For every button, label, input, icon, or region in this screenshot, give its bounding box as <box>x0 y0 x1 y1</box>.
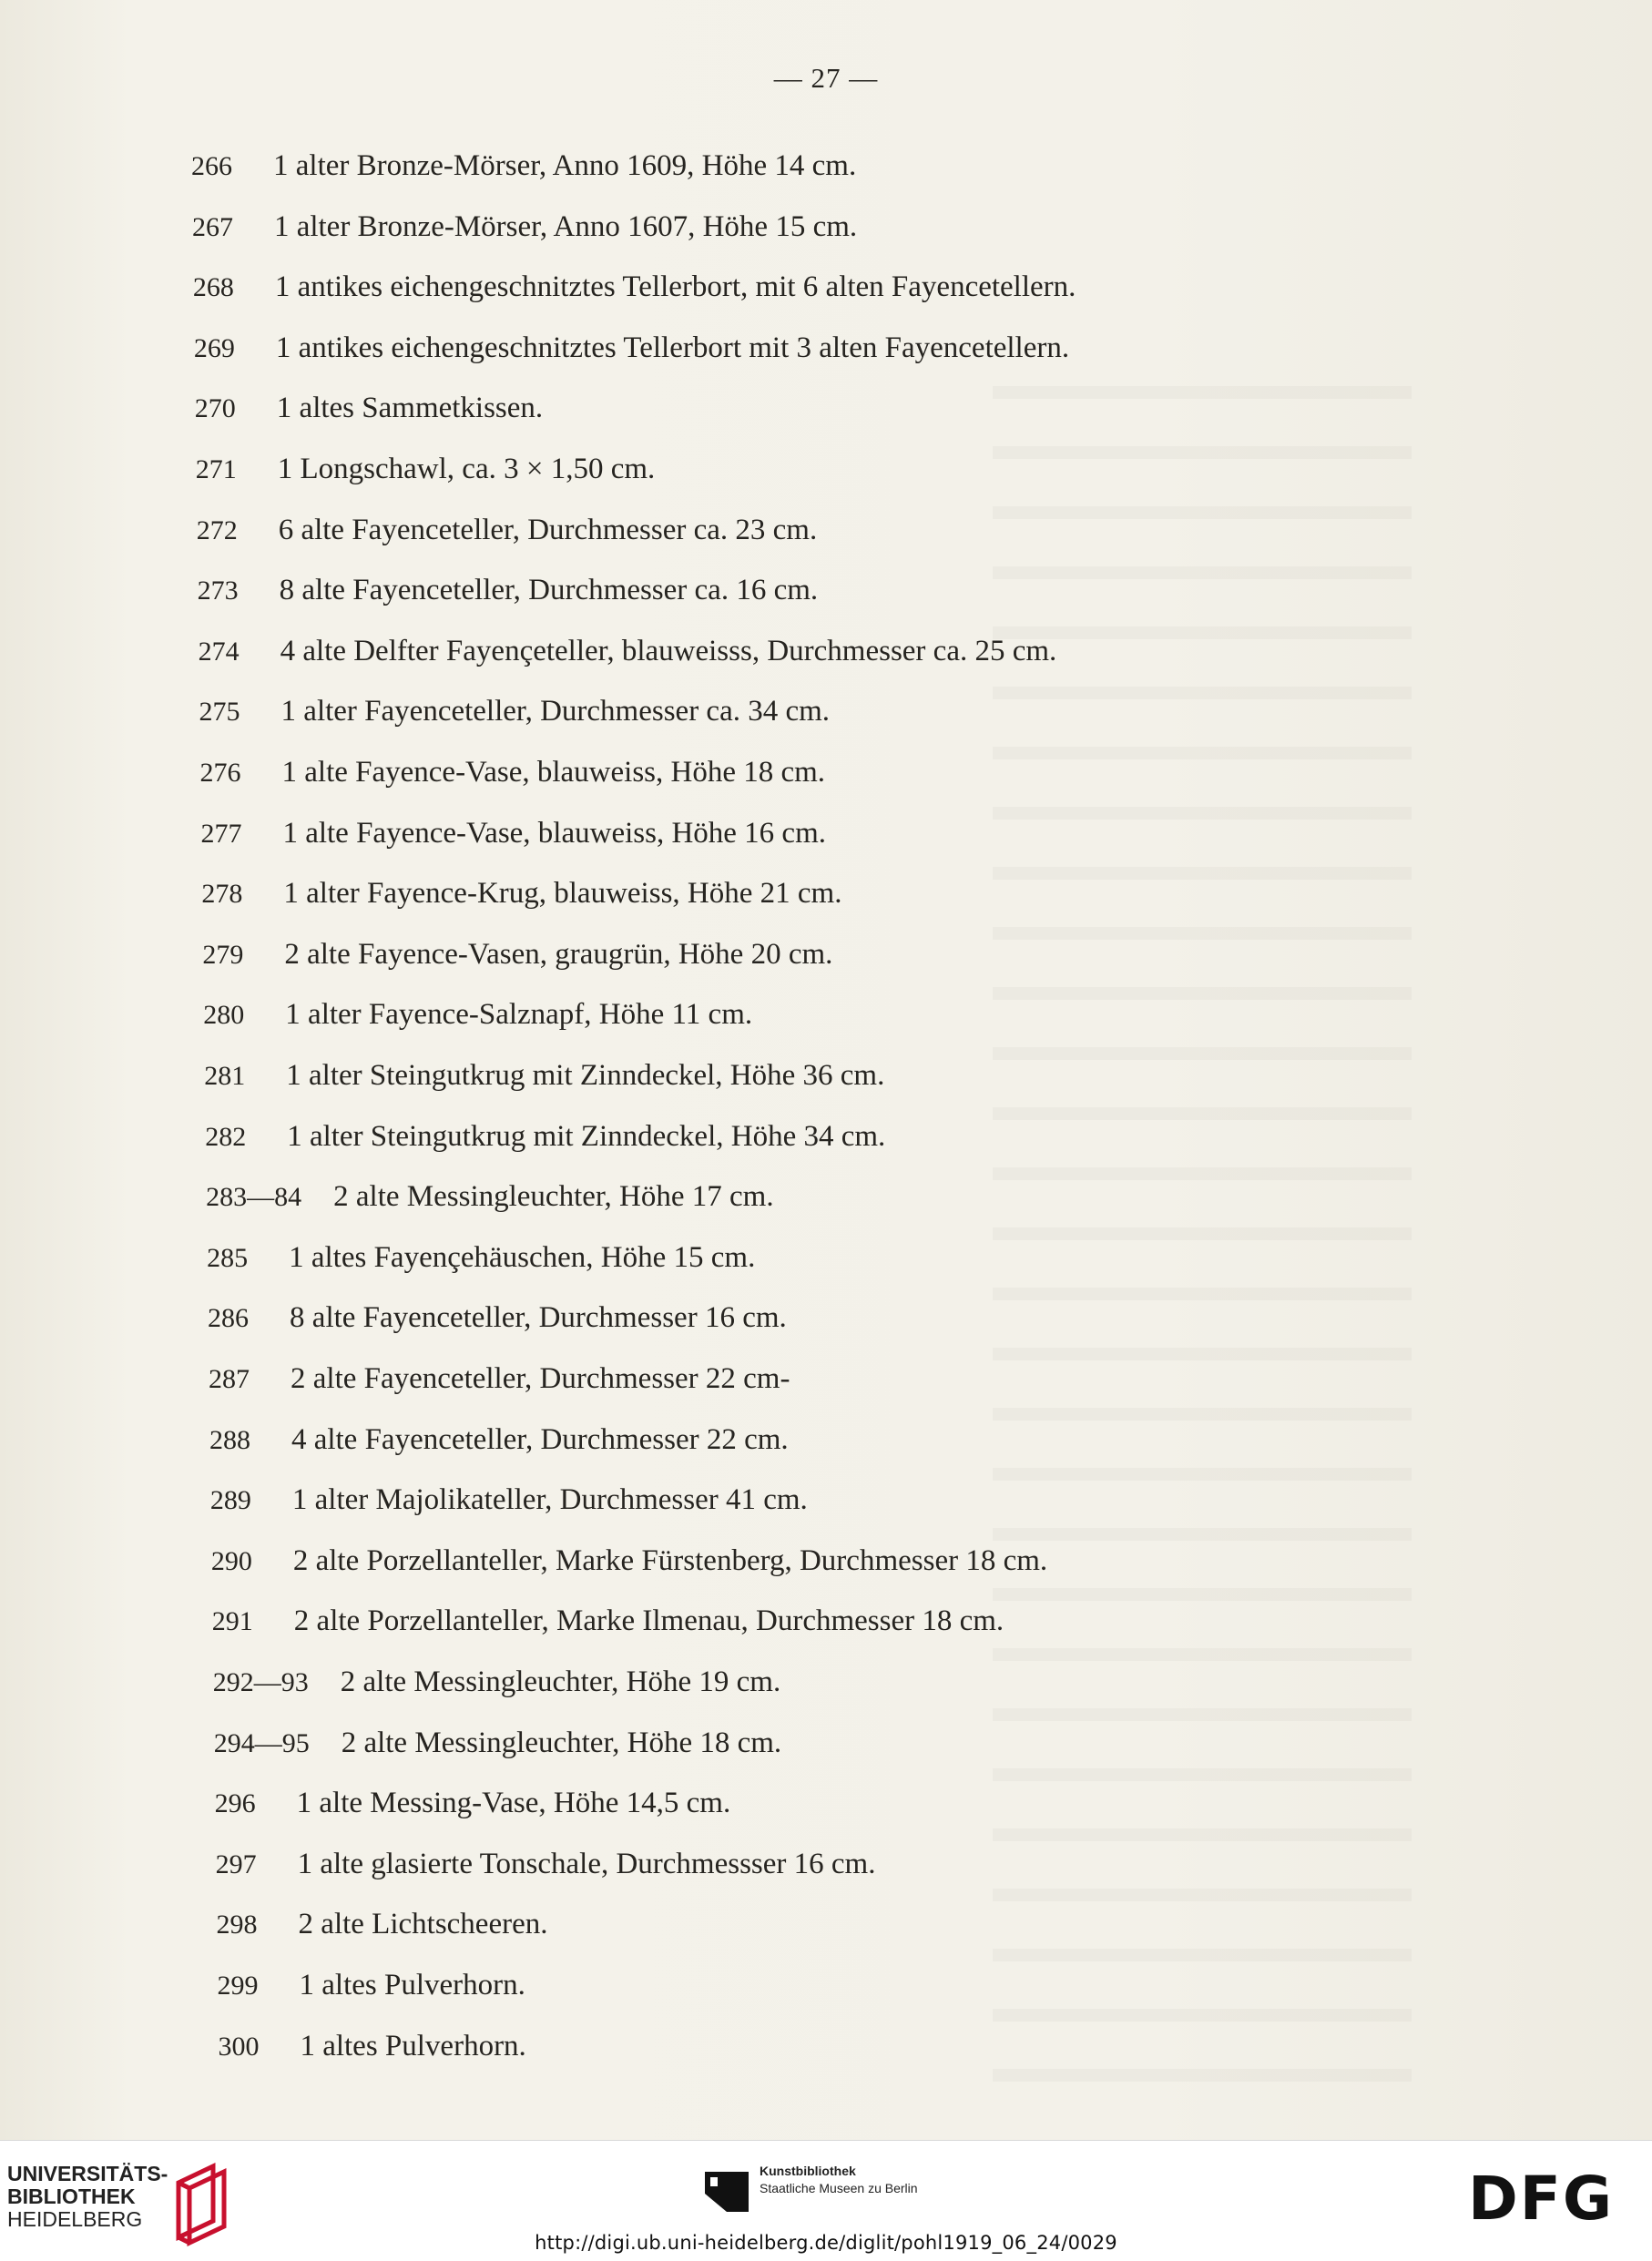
catalog-entry <box>193 269 1076 306</box>
entry-number: 290 <box>210 1545 252 1576</box>
entry-text: 2 alte Messingleuchter, Höhe 17 cm. <box>333 1180 774 1214</box>
entry-text: 8 alte Fayenceteller, Durchmesser ca. 16 cm. <box>279 574 819 607</box>
entry-number: 270 <box>194 393 236 424</box>
entry-number: 287 <box>209 1364 250 1394</box>
entry-text: 4 alte Fayenceteller, Durchmesser 22 cm. <box>291 1422 789 1456</box>
catalog-entry <box>206 1178 773 1216</box>
entry-text: 1 alter Bronze-Mörser, Anno 1609, Höhe 14 cm. <box>273 149 857 182</box>
entry-number: 277 <box>200 818 242 849</box>
catalog-entry <box>195 390 543 427</box>
catalog-entry <box>212 1603 1004 1640</box>
entry-text: 2 alte Fayence-Vasen, graugrün, Höhe 20 cm. <box>284 937 833 971</box>
entry-number: 294—95 <box>213 1727 310 1758</box>
entry-text: 2 alte Porzellanteller, Marke Ilmenau, Durchmesser 18 cm. <box>293 1604 1004 1638</box>
catalog-entry <box>209 1360 790 1398</box>
entry-text: 1 altes Fayençehäuschen, Höhe 15 cm. <box>289 1240 756 1274</box>
entry-text: 1 alte Messing-Vase, Höhe 14,5 cm. <box>296 1787 731 1820</box>
catalog-entry <box>215 1785 731 1822</box>
catalog-entry <box>217 1906 548 1943</box>
catalog-entry <box>191 148 856 185</box>
dfg-logo-text: DFG <box>1468 2168 1615 2223</box>
entry-number: 272 <box>196 514 238 545</box>
entry-number: 268 <box>192 272 234 303</box>
catalog-entry <box>216 1846 876 1883</box>
entry-text: 1 antikes eichengeschnitztes Tellerbort mit 3 alten Fayencetellern. <box>275 331 1070 364</box>
catalog-entry <box>202 936 832 973</box>
catalog-entry <box>194 330 1069 367</box>
entry-number: 279 <box>202 939 244 970</box>
entry-text: 1 alte Fayence-Vase, blauweiss, Höhe 18 cm. <box>281 756 826 789</box>
entry-number: 276 <box>199 758 241 788</box>
entry-text: 4 alte Delfter Fayençeteller, blauweisss, Durchmesser ca. 25 cm. <box>280 634 1057 667</box>
entry-text: 2 alte Messingleuchter, Höhe 19 cm. <box>340 1665 781 1698</box>
entry-number: 274 <box>198 636 240 667</box>
kunstbibliothek-text <box>760 2163 918 2197</box>
catalog-entry <box>200 754 826 791</box>
entry-text: 1 alte glasierte Tonschale, Durchmessser 16 cm. <box>297 1847 876 1880</box>
catalog-entry <box>205 1118 885 1156</box>
entry-number: 281 <box>204 1061 246 1091</box>
catalog-entry <box>197 512 818 549</box>
entry-text: 1 alter Steingutkrug mit Zinndeckel, Höhe 36 cm. <box>286 1059 885 1092</box>
entry-text: 1 altes Sammetkissen. <box>276 392 544 425</box>
entry-text: 1 Longschawl, ca. 3 × 1,50 cm. <box>277 453 656 485</box>
entry-text: 6 alte Fayenceteller, Durchmesser ca. 23 cm. <box>278 513 818 546</box>
dfg-logo[interactable] <box>1468 2168 1628 2223</box>
entry-number: 267 <box>191 211 233 242</box>
page-number: — 27 — <box>773 62 879 94</box>
catalog-entry <box>208 1299 787 1337</box>
entry-text: 2 alte Fayenceteller, Durchmesser 22 cm- <box>291 1362 790 1395</box>
catalog-entry <box>199 693 831 730</box>
entry-number: 269 <box>193 332 235 363</box>
catalog-entry <box>213 1664 780 1701</box>
viewer-footer <box>0 2140 1652 2261</box>
kunstbibliothek-logo[interactable] <box>701 2161 1011 2225</box>
entry-text: 1 alter Fayenceteller, Durchmesser ca. 34 cm. <box>280 695 831 728</box>
ub-logo-line: HEIDELBERG <box>7 2207 143 2231</box>
entry-number: 271 <box>195 454 237 484</box>
entry-number: 299 <box>217 1971 259 2001</box>
entry-text: 2 alte Lichtscheeren. <box>298 1908 548 1941</box>
entry-number: 275 <box>199 697 240 728</box>
ub-logo-line: UNIVERSITÄTS- <box>7 2162 168 2185</box>
catalog-entry <box>209 1421 789 1459</box>
permalink-url[interactable]: http://digi.ub.uni-heidelberg.de/diglit/pohl1919_06_24/0029 <box>535 2232 1117 2254</box>
catalog-entry <box>203 996 752 1034</box>
entry-text: 1 alter Fayence-Salznapf, Höhe 11 cm. <box>285 998 753 1032</box>
catalog-entry <box>207 1239 755 1277</box>
entry-number: 285 <box>207 1242 249 1273</box>
catalog-entry <box>201 875 841 912</box>
catalog-entry <box>200 815 826 852</box>
catalog-entry <box>198 572 819 609</box>
catalog-entry <box>218 2028 525 2065</box>
kb-logo-line: Kunstbibliothek <box>760 2164 856 2178</box>
entry-text: 1 altes Pulverhorn. <box>299 1969 525 2001</box>
entry-number: 266 <box>191 151 232 181</box>
entry-text: 1 altes Pulverhorn. <box>300 2029 526 2062</box>
entry-text: 1 alter Fayence-Krug, blauweiss, Höhe 21 cm. <box>283 877 842 911</box>
entry-number: 296 <box>214 1788 256 1819</box>
entry-text: 1 antikes eichengeschnitztes Tellerbort, mit 6 alten Fayencetellern. <box>274 270 1076 304</box>
entry-number: 278 <box>201 879 243 910</box>
catalog-entry <box>199 633 1057 670</box>
entry-text: 1 alte Fayence-Vase, blauweiss, Höhe 16 cm. <box>282 816 826 850</box>
entry-number: 280 <box>203 1000 245 1031</box>
ub-logo-text <box>7 2163 168 2231</box>
entry-number: 283—84 <box>206 1182 302 1213</box>
entry-number: 300 <box>218 2031 260 2062</box>
entry-number: 298 <box>216 1910 258 1940</box>
entry-number: 273 <box>197 575 239 606</box>
entry-number: 286 <box>208 1303 250 1334</box>
entry-text: 2 alte Messingleuchter, Höhe 18 cm. <box>341 1726 782 1759</box>
entry-text: 2 alte Porzellanteller, Marke Fürstenberg, Durchmesser 18 cm. <box>292 1543 1048 1577</box>
catalog-entry <box>218 1967 525 2004</box>
catalog-entry <box>196 451 656 488</box>
kb-logo-line: Staatliche Museen zu Berlin <box>760 2181 918 2195</box>
catalog-entry <box>192 209 857 246</box>
catalog-entry <box>210 1482 808 1519</box>
entry-text: 1 alter Steingutkrug mit Zinndeckel, Höhe 34 cm. <box>287 1119 886 1153</box>
entry-text: 1 alter Majolikateller, Durchmesser 41 cm. <box>291 1483 808 1517</box>
ub-logo-line: BIBLIOTHEK <box>7 2185 136 2208</box>
catalog-entry <box>204 1057 884 1095</box>
entry-text: 8 alte Fayenceteller, Durchmesser 16 cm. <box>290 1301 787 1335</box>
entry-text: 1 alter Bronze-Mörser, Anno 1607, Höhe 15 cm. <box>273 209 858 243</box>
catalog-entry <box>211 1543 1047 1580</box>
entry-number: 297 <box>215 1849 257 1879</box>
entry-number: 289 <box>209 1485 251 1516</box>
entry-number: 292—93 <box>212 1667 309 1697</box>
entry-number: 282 <box>205 1121 247 1152</box>
entry-number: 288 <box>209 1424 250 1455</box>
kunstbibliothek-mark-icon <box>701 2166 752 2217</box>
entry-number: 291 <box>211 1606 253 1637</box>
catalog-entry <box>214 1725 781 1762</box>
